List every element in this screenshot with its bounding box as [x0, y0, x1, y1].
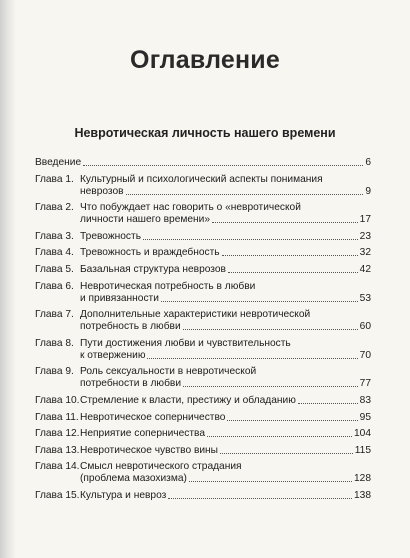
toc-title: Культура и невроз: [80, 489, 167, 501]
toc-title: Невротическое чувство вины: [80, 444, 219, 456]
toc-title: (проблема мазохизма): [80, 473, 187, 485]
toc-dot-leader: [183, 329, 358, 330]
toc-dot-leader: [126, 194, 364, 195]
toc-page-number: 138: [354, 489, 371, 501]
toc-entry[interactable]: [35, 264, 371, 276]
toc-dot-leader: [168, 498, 352, 499]
toc-chapter-number: Глава 5.: [35, 263, 74, 275]
toc-page-number: 70: [359, 349, 371, 361]
toc-entry[interactable]: [35, 231, 371, 243]
table-of-contents: [35, 157, 371, 507]
toc-entry[interactable]: [35, 309, 371, 333]
toc-title-line: Культурный и психологический аспекты понимания: [80, 173, 323, 185]
toc-entry[interactable]: [35, 157, 371, 169]
book-title: Невротическая личность нашего времени: [74, 126, 336, 140]
toc-title-line: Роль сексуальности в невротической: [80, 366, 257, 378]
toc-chapter-number: Глава 9.: [35, 366, 74, 378]
toc-dot-leader: [183, 386, 358, 387]
toc-title: потребность в любви: [80, 321, 181, 333]
toc-chapter-number: Глава 10.: [35, 394, 80, 406]
toc-entry[interactable]: [35, 247, 371, 259]
toc-entry[interactable]: [35, 490, 371, 502]
toc-dot-leader: [147, 358, 357, 359]
toc-dot-leader: [298, 403, 358, 404]
toc-chapter-number: Глава 12.: [35, 428, 80, 440]
toc-dot-leader: [83, 165, 363, 166]
toc-dot-leader: [212, 222, 358, 223]
toc-page-number: 115: [354, 444, 371, 456]
toc-dot-leader: [220, 453, 353, 454]
toc-entry[interactable]: [35, 174, 371, 198]
toc-entry[interactable]: [35, 445, 371, 457]
toc-chapter-number: Глава 14.: [35, 461, 80, 473]
toc-page-number: 60: [359, 321, 371, 333]
toc-chapter-number: Глава 8.: [35, 337, 74, 349]
toc-page-number: 128: [354, 473, 371, 485]
page-binding-shadow: [0, 0, 16, 558]
toc-title-line: Пути достижения любви и чувствительность: [80, 337, 291, 349]
toc-page-number: 104: [354, 428, 371, 440]
toc-entry[interactable]: [35, 461, 371, 485]
toc-title-line: Смысл невротического страдания: [80, 461, 242, 473]
toc-dot-leader: [228, 272, 358, 273]
toc-title: Невротическое соперничество: [80, 411, 226, 423]
toc-chapter-number: Глава 7.: [35, 309, 74, 321]
toc-chapter-number: Глава 15.: [35, 489, 80, 501]
toc-title: к отвержению: [80, 349, 146, 361]
toc-chapter-number: Глава 3.: [35, 230, 74, 242]
toc-title: неврозов: [80, 185, 124, 197]
toc-entry[interactable]: [35, 202, 371, 226]
toc-dot-leader: [207, 436, 352, 437]
toc-chapter-number: Глава 6.: [35, 280, 74, 292]
toc-dot-leader: [222, 255, 358, 256]
toc-page-number: 83: [359, 394, 371, 406]
toc-page-number: 23: [359, 230, 371, 242]
toc-dot-leader: [189, 481, 352, 482]
toc-title-line: Что побуждает нас говорить о «невротической: [80, 202, 301, 214]
toc-chapter-number: Глава 2.: [35, 202, 74, 214]
toc-chapter-number: Глава 11.: [35, 411, 79, 423]
toc-entry[interactable]: [35, 366, 371, 390]
toc-page-number: 6: [365, 157, 371, 168]
toc-chapter-number: Глава 1.: [35, 173, 74, 185]
toc-entry[interactable]: [35, 395, 371, 407]
toc-title: Стремление к власти, престижу и обладанию: [80, 394, 296, 406]
toc-title: Базальная структура неврозов: [80, 263, 226, 275]
toc-title: Тревожность и враждебность: [80, 247, 220, 259]
toc-chapter-number: Глава 13.: [35, 444, 80, 456]
toc-page-number: 77: [359, 378, 371, 390]
toc-dot-leader: [227, 420, 357, 421]
toc-page-number: 9: [365, 185, 371, 197]
toc-page-number: 32: [359, 247, 371, 259]
toc-chapter-number: Глава 4.: [35, 247, 74, 259]
toc-title: потребности в любви: [80, 378, 182, 390]
toc-title: и привязанности: [80, 292, 159, 304]
toc-entry[interactable]: [35, 412, 371, 424]
toc-title: Неприятие соперничества: [80, 428, 206, 440]
toc-title-line: Дополнительные характеристики невротической: [80, 309, 311, 321]
toc-page-number: 53: [359, 292, 371, 304]
toc-dot-leader: [161, 301, 358, 302]
toc-entry[interactable]: [35, 281, 371, 305]
toc-page-number: 17: [359, 214, 371, 226]
toc-page-number: 95: [359, 411, 371, 423]
toc-page-number: 42: [359, 263, 371, 275]
page-title: Оглавление: [130, 46, 280, 74]
toc-entry[interactable]: [35, 428, 371, 440]
toc-dot-leader: [143, 239, 358, 240]
toc-entry[interactable]: [35, 338, 371, 362]
toc-title: Введение: [35, 157, 82, 168]
toc-title: Тревожность: [80, 230, 142, 242]
toc-title: личности нашего времени»: [80, 214, 211, 226]
toc-title-line: Невротическая потребность в любви: [80, 280, 256, 292]
